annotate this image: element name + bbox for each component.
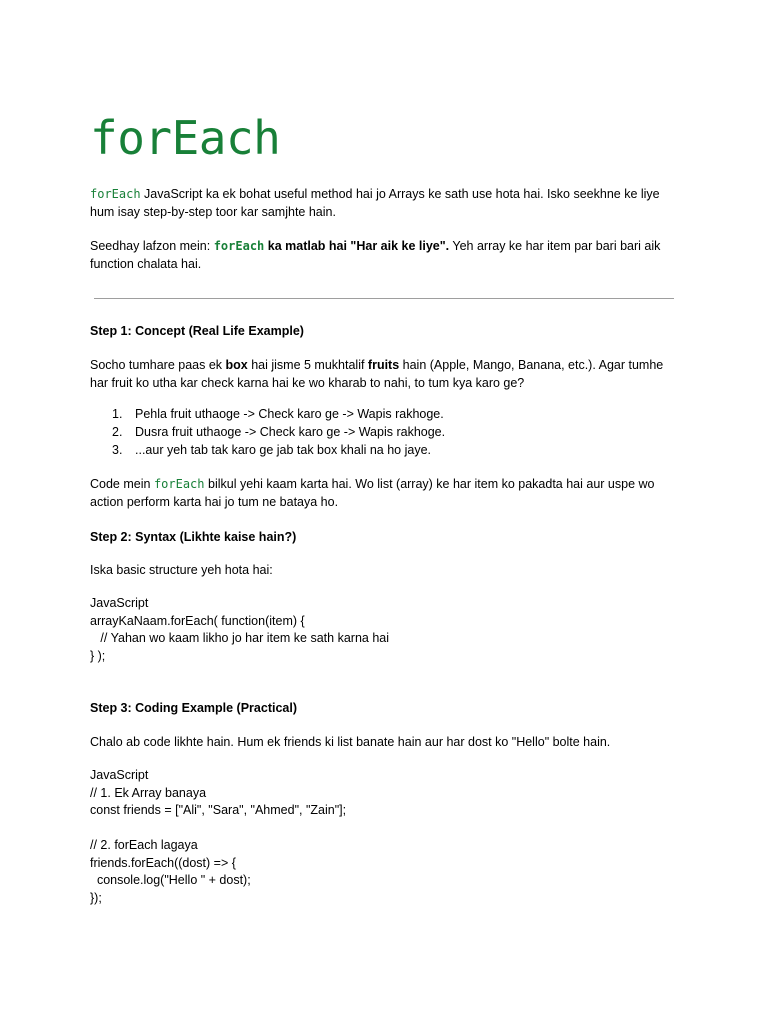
code-line: } ); [90, 648, 106, 663]
page-title: forEach [90, 111, 281, 165]
step1-paragraph [90, 356, 680, 392]
step1-list [90, 405, 650, 459]
code-line: // 1. Ek Array banaya [90, 785, 207, 800]
definition-suffix: Yeh array ke har item par bari bari aik function chalata hai. [90, 239, 661, 271]
code-line: console.log("Hello " + dost); [90, 873, 251, 887]
step1-after-paragraph [90, 475, 680, 511]
list-item [90, 423, 650, 441]
step1-bold-fruits: fruits [367, 358, 400, 372]
list-item-text: Dusra fruit uthaoge -> Check karo ge -> Wapis rakhoge. [135, 425, 446, 439]
list-item [90, 441, 650, 459]
code-line: }); [90, 890, 102, 905]
step3-code-block-a [90, 766, 680, 819]
code-line: JavaScript [90, 768, 149, 782]
inline-code: forEach [153, 477, 205, 491]
code-line: // 2. forEach lagaya [90, 838, 198, 852]
code-line: const friends = ["Ali", "Sara", "Ahmed", "Zain"]; [90, 803, 347, 817]
list-item [90, 405, 650, 423]
intro-text: JavaScript ka ek bohat useful method hai jo Arrays ke sath use hota hai. Isko seekhne ke liye hum isay step-by-step toor kar samjhte hain. [90, 187, 660, 219]
code-line: friends.forEach((dost) => { [90, 855, 236, 870]
step1-bold-box: box [225, 358, 248, 372]
code-line: JavaScript [90, 596, 149, 610]
list-item-number: 1. [112, 407, 123, 421]
definition-bold: ka matlab hai "Har aik ke liye". [264, 239, 450, 253]
list-item-text: Pehla fruit uthaoge -> Check karo ge -> Wapis rakhoge. [135, 407, 444, 421]
step2-code-block [90, 594, 680, 664]
list-item-text: ...aur yeh tab tak karo ge jab tak box khali na ho jaye. [135, 443, 432, 457]
definition-paragraph [90, 237, 680, 273]
list-item-number: 3. [112, 443, 123, 457]
step3-intro: Chalo ab code likhte hain. Hum ek friends ki list banate hain aur har dost ko "Hello" bolte hain. [90, 735, 611, 749]
step2-intro: Iska basic structure yeh hota hai: [90, 563, 273, 577]
inline-code: forEach [213, 239, 265, 253]
step1-text: hai jisme 5 mukhtalif [247, 358, 368, 372]
definition-prefix: Seedhay lafzon mein: [90, 239, 214, 253]
step1-text: hain (Apple, Mango, Banana, etc.). Agar tumhe har fruit ko utha kar check karna hai ke wo kharab to nahi, to tum kya karo ge? [90, 358, 664, 390]
list-item-number: 2. [112, 425, 123, 439]
step3-code-block-b [90, 836, 680, 906]
step1-after-text: bilkul yehi kaam karta hai. Wo list (array) ke har item ko pakadta hai aur uspe wo action perform karta hai jo tum ne bataya ho. [90, 477, 655, 509]
intro-paragraph [90, 185, 680, 221]
step1-after-text: Code mein [90, 477, 154, 491]
horizontal-divider [94, 298, 674, 299]
inline-code: forEach [90, 187, 141, 201]
step1-text: Socho tumhare paas ek [90, 358, 226, 372]
step3-heading: Step 3: Coding Example (Practical) [90, 701, 297, 715]
step2-heading: Step 2: Syntax (Likhte kaise hain?) [90, 530, 297, 544]
code-line: arrayKaNaam.forEach( function(item) { [90, 613, 305, 628]
code-line: // Yahan wo kaam likho jo har item ke sath karna hai [90, 631, 389, 645]
step1-heading: Step 1: Concept (Real Life Example) [90, 324, 304, 338]
